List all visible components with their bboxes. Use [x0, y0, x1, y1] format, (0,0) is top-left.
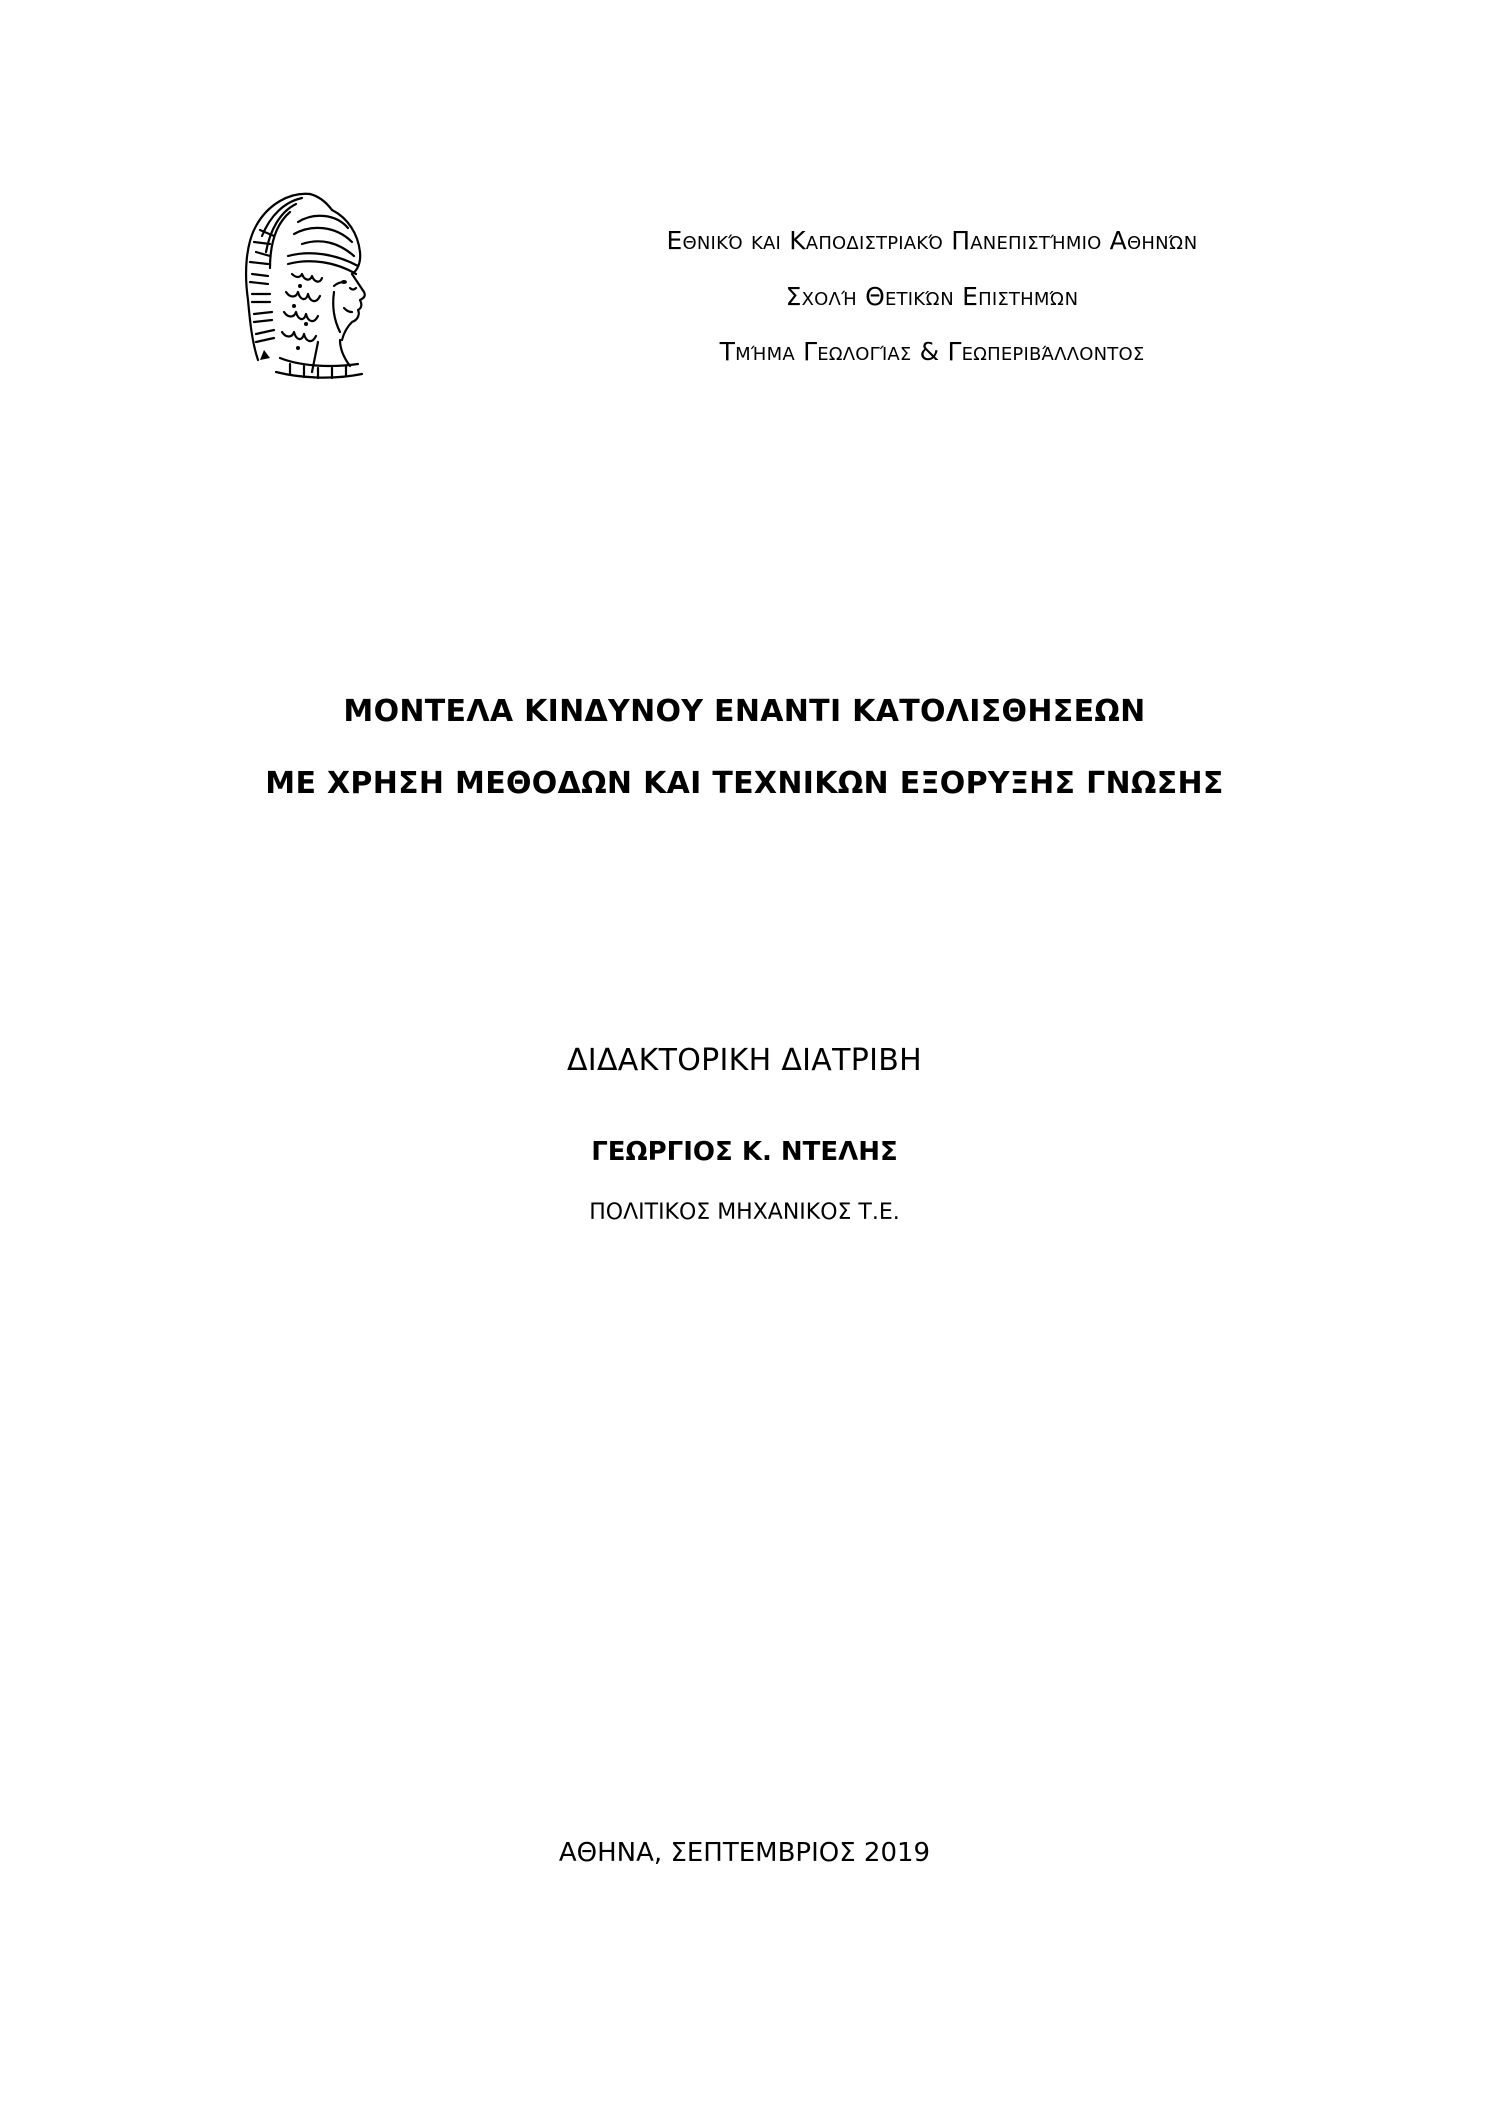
author-name: ΓΕΩΡΓΙΟΣ Κ. ΝΤΕΛΗΣ	[591, 1137, 898, 1167]
thesis-title-line-1: ΜΟΝΤΕΛΑ ΚΙΝΔΥΝΟΥ ΕΝΑΝΤΙ ΚΑΤΟΛΙΣΘΗΣΕΩΝ	[343, 694, 1146, 729]
department-name-text: Τμήμα Γεωλογίας & Γεωπεριβάλλοντος	[719, 337, 1145, 366]
school-name-text: Σχολή Θετικών Επιστημών	[785, 282, 1079, 311]
author-degree: ΠΟΛΙΤΙΚΟΣ ΜΗΧΑΝΙΚΟΣ Τ.Ε.	[589, 1200, 900, 1225]
university-name	[392, 226, 1472, 255]
thesis-type: ΔΙΔΑΚΤΟΡΙΚΗ ΔΙΑΤΡΙΒΗ	[566, 1043, 923, 1078]
athena-head-icon	[240, 182, 380, 382]
thesis-title-line-2: ΜΕ ΧΡΗΣΗ ΜΕΘΟΔΩΝ ΚΑΙ ΤΕΧΝΙΚΩΝ ΕΞΟΡΥΞΗΣ ΓΝΩΣΗΣ	[265, 766, 1224, 801]
department-name	[392, 337, 1472, 366]
university-name-text: Εθνικό και Καποδιστριακό Πανεπιστήμιο Αθηνών	[666, 226, 1198, 255]
place-date: ΑΘΗΝΑ, ΣΕΠΤΕΜΒΡΙΟΣ 2019	[558, 1838, 931, 1868]
school-name	[392, 282, 1472, 311]
